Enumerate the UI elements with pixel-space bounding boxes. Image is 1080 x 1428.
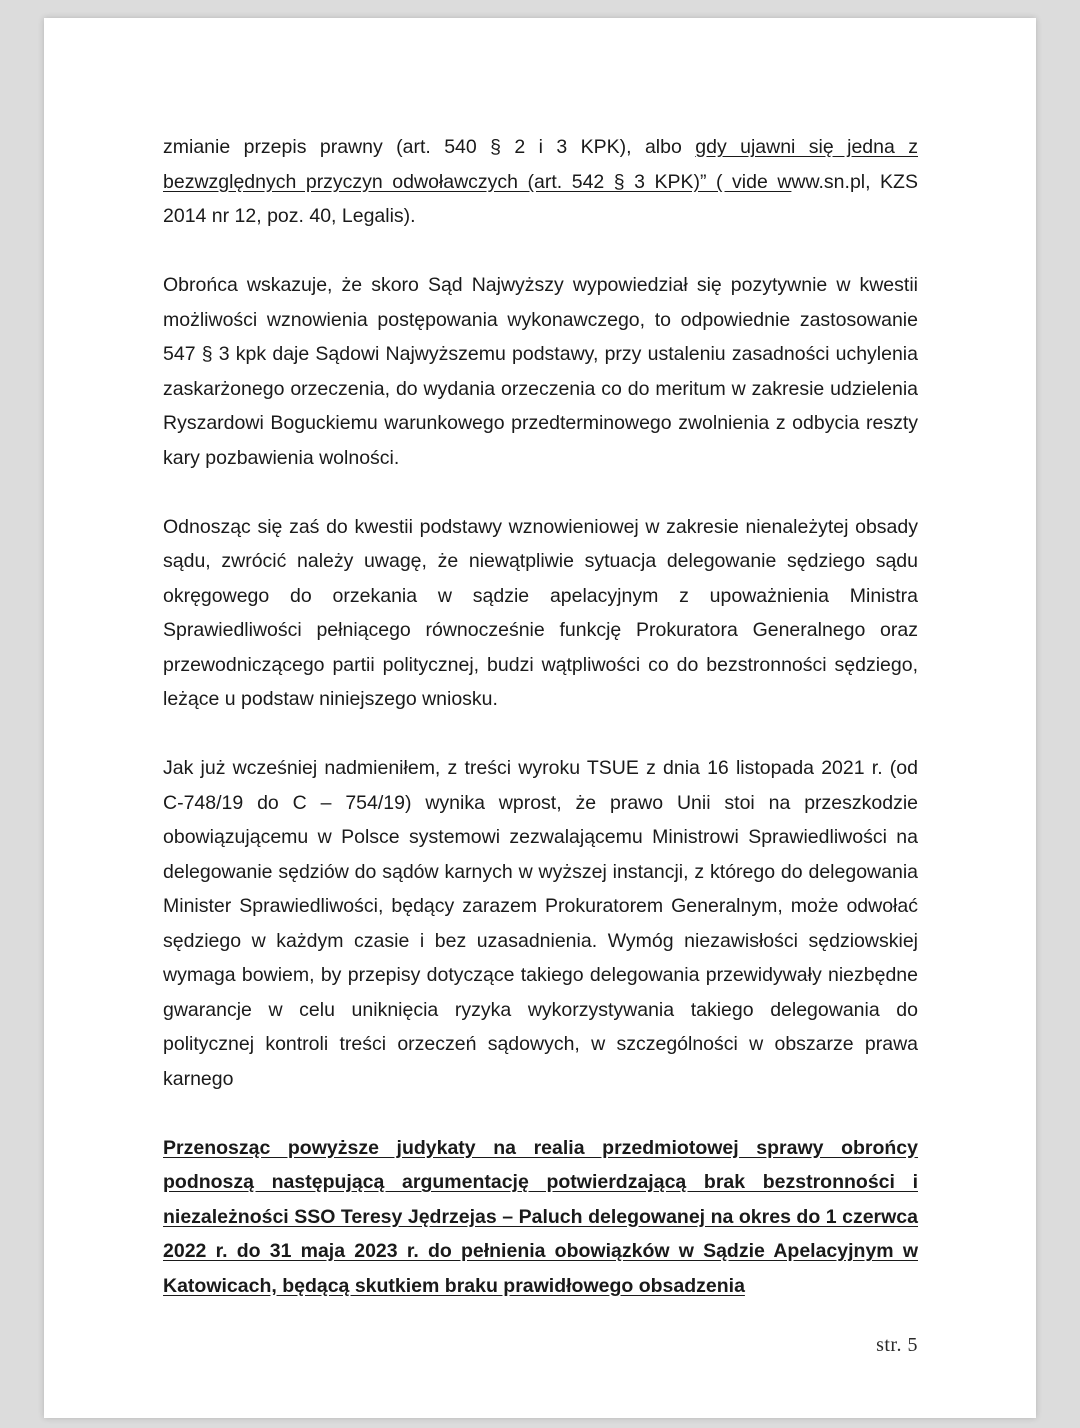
paragraph-2: Obrońca wskazuje, że skoro Sąd Najwyższy wypowiedział się pozytywnie w kwestii możliwości wznowienia postępowania wykonawczego, to odpowiednie zastosowanie 547 § 3 kpk daje Sądowi Najwyższemu podstawy, przy ustaleniu zasadności uchylenia zaskarżonego orzeczenia, do wydania orzeczenia co do meritum w zakresie udzielenia Ryszardowi Boguckiemu warunkowego przedterminowego zwolnienia z odbycia reszty kary pozbawienia wolności. [163, 274, 918, 469]
paragraph-1-intro: zmianie przepis prawny (art. 540 § 2 i 3 KPK), albo [163, 136, 696, 158]
paragraph-1-citation: ww.sn.pl, KZS 2014 nr 12, poz. 40, Legalis). [163, 170, 918, 227]
paragraph-3: Odnosząc się zaś do kwestii podstawy wznowieniowej w zakresie nienależytej obsady sądu, zwrócić należy uwagę, że niewątpliwie sytuacja delegowanie sędziego sądu okręgowego do orzekania w sądzie apelacyjnym z upoważnienia Ministra Sprawiedliwości pełniącego równocześnie funkcję Prokuratora Generalnego oraz przewodniczącego partii politycznej, budzi wątpliwości co do bezstronności sędziego, leżące u podstaw niniejszego wniosku. [163, 515, 918, 710]
paragraph-1 [163, 130, 918, 234]
document-page [44, 18, 1036, 1418]
page-number: str. 5 [876, 1334, 918, 1356]
document-body [163, 130, 918, 1338]
paragraph-1-underlined: gdy ujawni się jedna z bezwzględnych przyczyn odwoławczych (art. 542 § 3 KPK)” ( vide w [163, 136, 918, 193]
paragraph-4: Jak już wcześniej nadmieniłem, z treści wyroku TSUE z dnia 16 listopada 2021 r. (od C-748/19 do C – 754/19) wynika wprost, że prawo Unii stoi na przeszkodzie obowiązującemu w Polsce systemowi zezwalającemu Ministrowi Sprawiedliwości na delegowanie sędziów do sądów karnych w wyższej instancji, z którego do delegowania Minister Sprawiedliwości, będący zarazem Prokuratorem Generalnym, może odwołać sędziego w każdym czasie i bez uzasadnienia. Wymóg niezawisłości sędziowskiej wymaga bowiem, by przepisy dotyczące takiego delegowania przewidywały niezbędne gwarancje w celu uniknięcia ryzyka wykorzystywania takiego delegowania do politycznej kontroli treści orzeczeń sądowych, w szczególności w obszarze prawa karnego [163, 757, 918, 1090]
paragraph-5-emphasized: Przenosząc powyższe judykaty na realia przedmiotowej sprawy obrońcy podnoszą następującą argumentację potwierdzającą brak bezstronności i niezależności SSO Teresy Jędrzejas – Paluch delegowanej na okres do 1 czerwca 2022 r. do 31 maja 2023 r. do pełnienia obowiązków w Sądzie Apelacyjnym w Katowicach, będącą skutkiem braku prawidłowego obsadzenia [163, 1136, 918, 1297]
